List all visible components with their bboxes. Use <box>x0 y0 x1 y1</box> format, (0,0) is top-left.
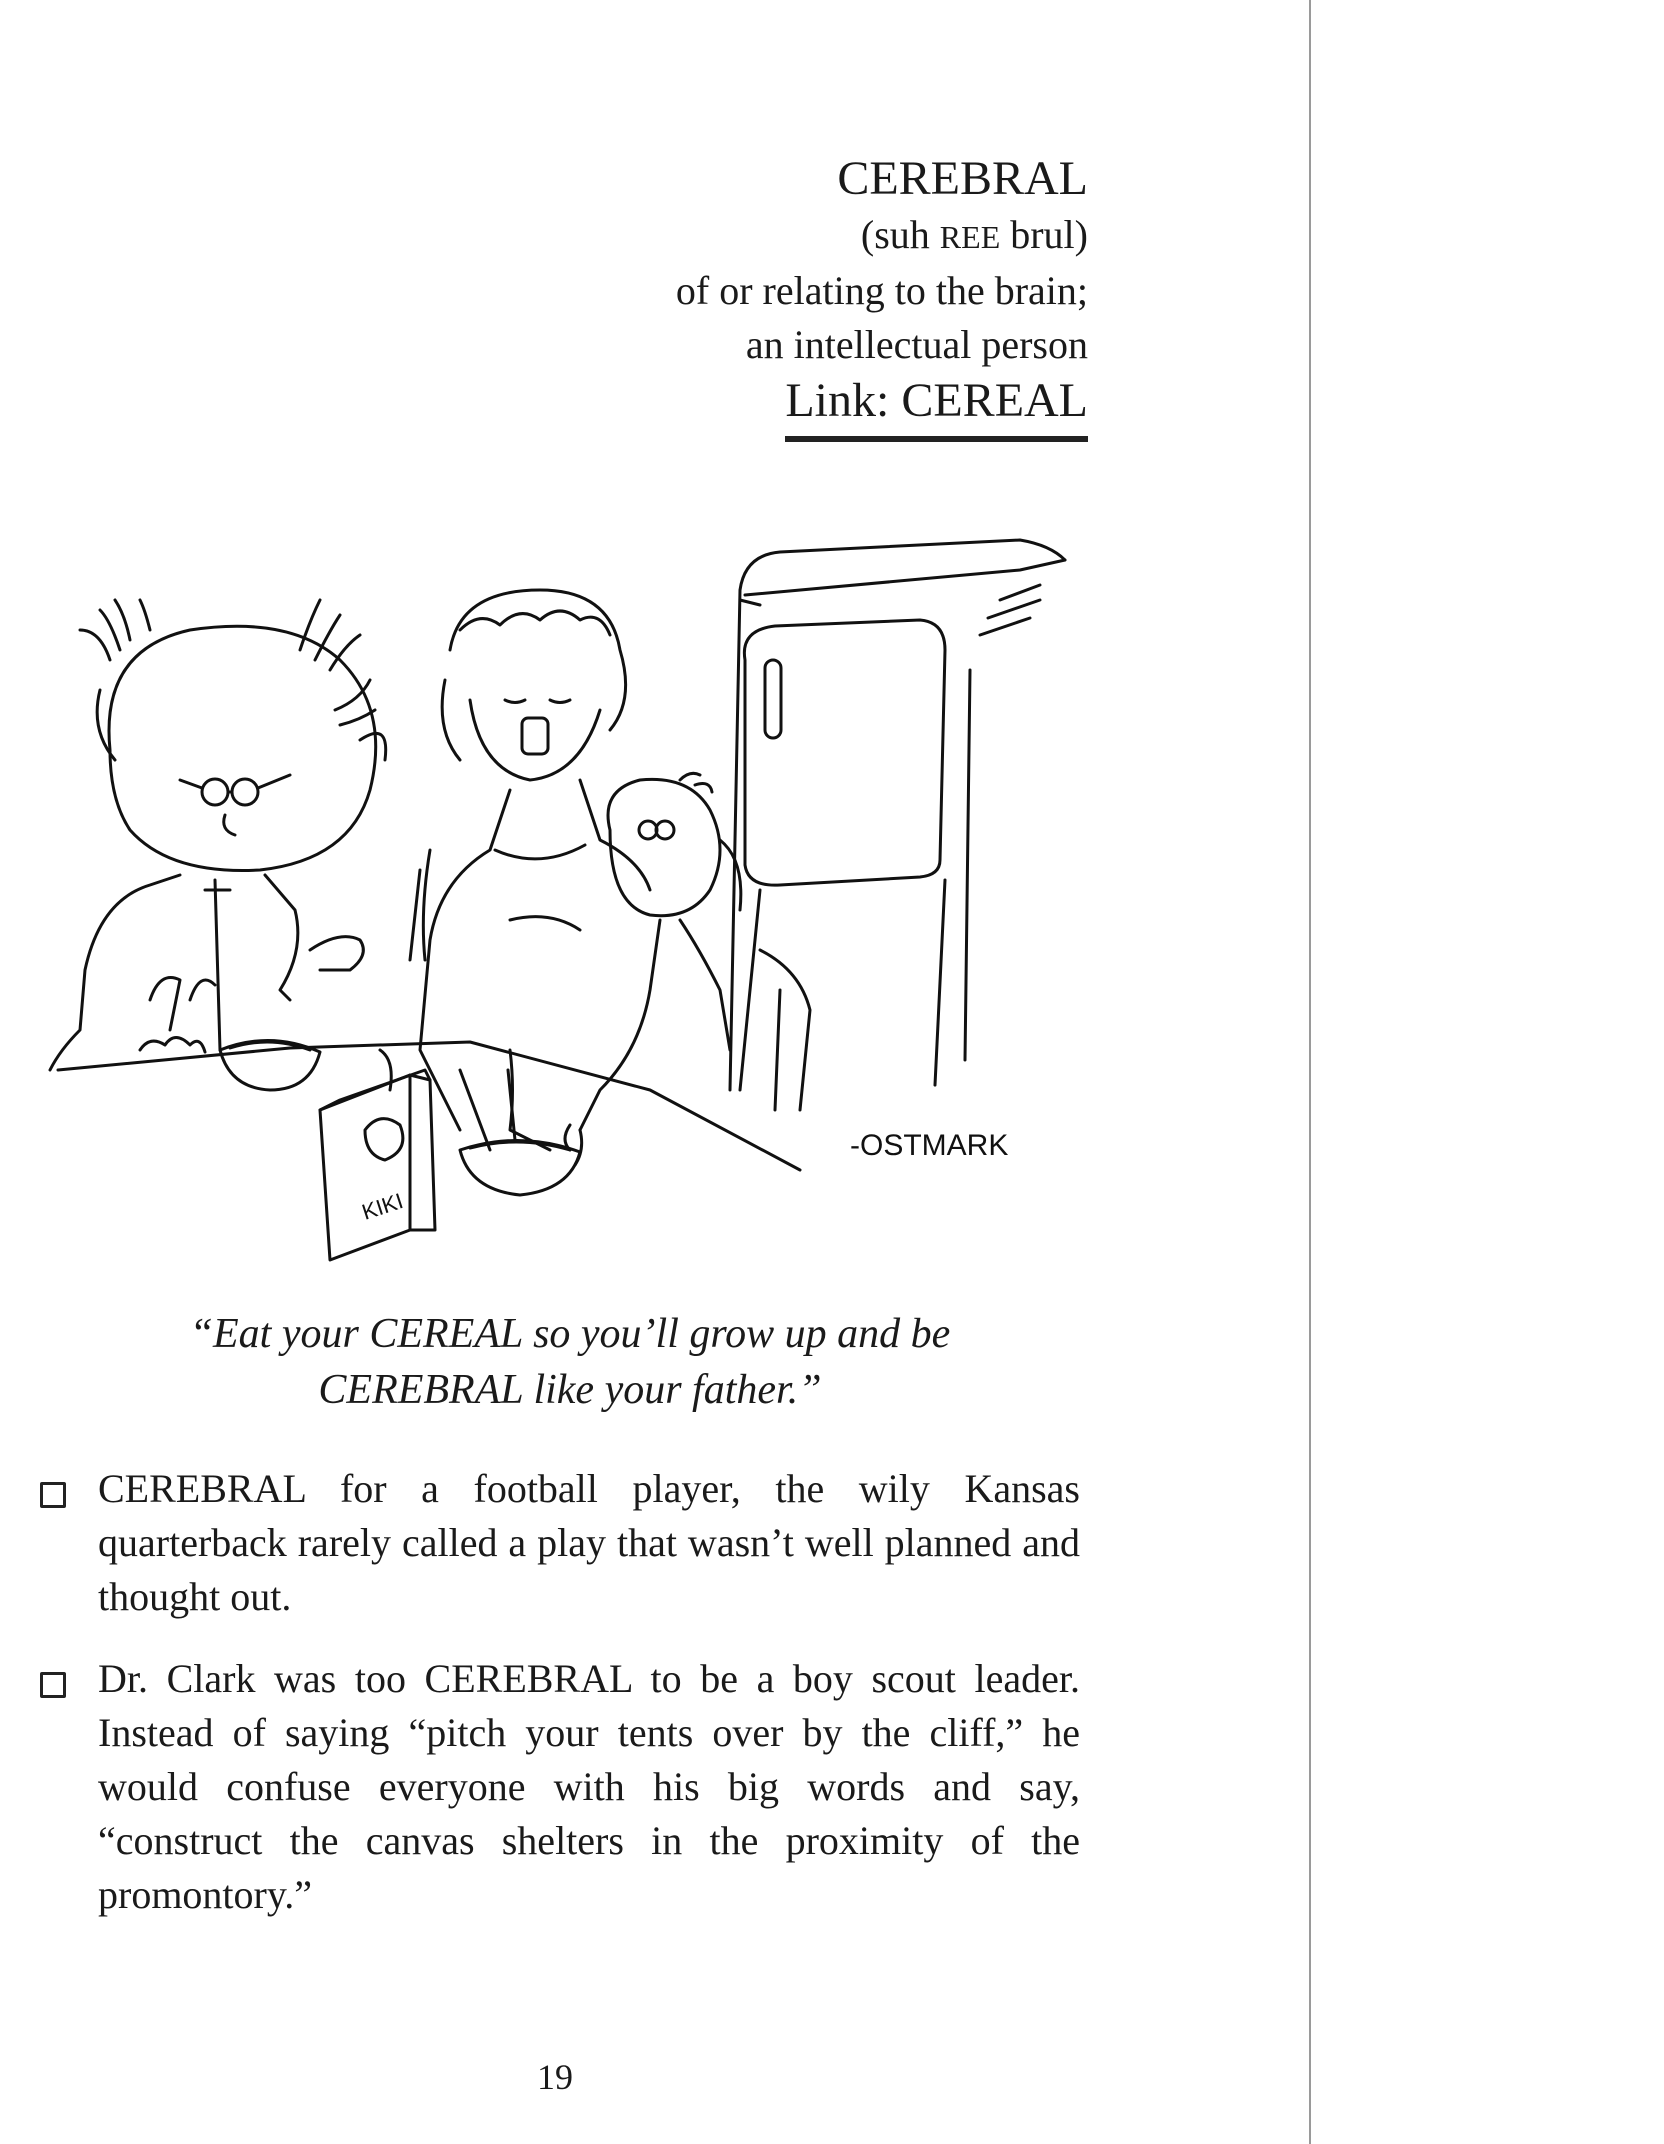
checkbox-icon <box>40 1672 66 1698</box>
cartoon-illustration <box>40 530 1080 1270</box>
box-label: KIKI <box>358 1188 407 1225</box>
father-bowl <box>220 1040 320 1090</box>
pronunciation: (suh REE brul) <box>860 212 1088 257</box>
link-word: Link: CEREAL <box>785 372 1088 442</box>
example-list <box>40 1462 1080 1950</box>
mother-bowl <box>460 1070 580 1195</box>
cartoon-caption <box>130 1306 1010 1418</box>
page-number: 19 <box>537 2057 573 2097</box>
example-text: CEREBRAL for a football player, the wily Kansas quarterback rarely called a play that wasn’t well planned and thought out. <box>98 1466 1080 1619</box>
definition-line-1: of or relating to the brain; <box>675 268 1088 313</box>
example-item <box>40 1652 1080 1922</box>
child <box>565 773 810 1165</box>
caption-line-2: CEREBRAL like your father.” <box>318 1367 822 1413</box>
example-text: Dr. Clark was too CEREBRAL to be a boy scout leader. Instead of saying “pitch your tents over by the cliff,” he would confuse everyone with his big words and say, “construct the canvas shelters in the proximity of the promontory.” <box>98 1656 1080 1917</box>
father <box>50 600 386 1070</box>
entry-word: CEREBRAL <box>837 152 1088 205</box>
entry-header <box>676 150 1088 442</box>
definition-line-2: an intellectual person <box>745 322 1088 367</box>
page-edge-line <box>1309 0 1311 2144</box>
checkbox-icon <box>40 1482 66 1508</box>
artist-signature: -OSTMARK <box>850 1129 1009 1162</box>
caption-line-1: “Eat your CEREAL so you’ll grow up and be <box>189 1311 951 1357</box>
cereal-box <box>320 1050 435 1260</box>
example-item <box>40 1462 1080 1624</box>
table <box>58 1042 800 1170</box>
